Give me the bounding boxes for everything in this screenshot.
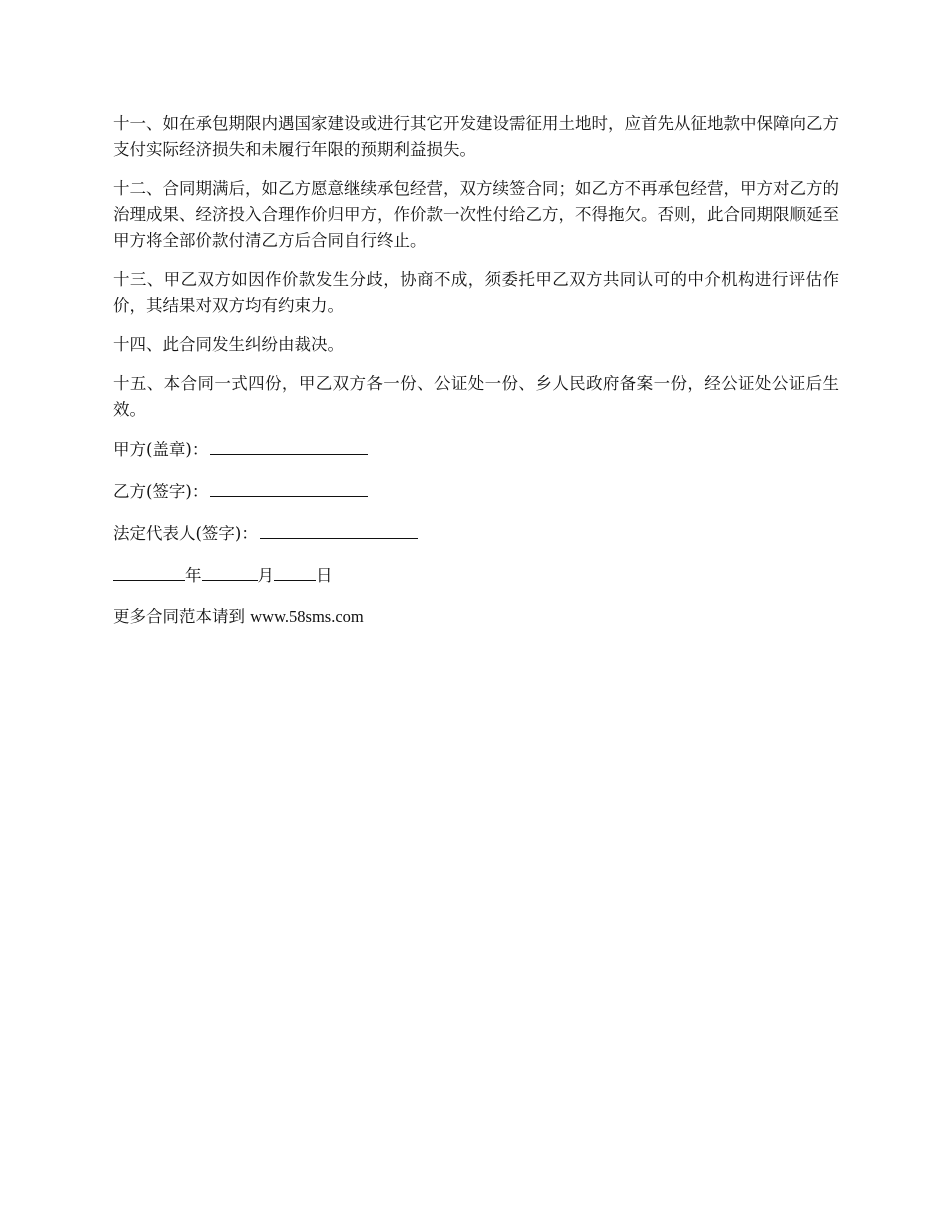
party-b-label: 乙方(签字)： <box>113 482 209 501</box>
date-line <box>113 562 839 589</box>
party-b-blank <box>210 478 368 497</box>
party-a-blank <box>210 436 368 455</box>
year-label: 年 <box>185 566 202 585</box>
clause-13: 十三、甲乙双方如因作价款发生分歧，协商不成，须委托甲乙双方共同认可的中介机构进行评估作价，其结果对双方均有约束力。 <box>113 270 839 315</box>
footer-prefix: 更多合同范本请到 <box>113 607 251 626</box>
legal-rep-blank <box>260 520 418 539</box>
month-label: 月 <box>257 566 274 585</box>
footer-note <box>113 604 839 630</box>
day-blank <box>274 562 316 581</box>
year-blank <box>113 562 185 581</box>
legal-rep-label: 法定代表人(签字)： <box>113 524 258 543</box>
clause-14: 十四、此合同发生纠纷由裁决。 <box>113 335 344 354</box>
clause-11: 十一、如在承包期限内遇国家建设或进行其它开发建设需征用土地时，应首先从征地款中保障向乙方支付实际经济损失和未履行年限的预期利益损失。 <box>113 114 839 159</box>
footer-site-link[interactable]: www.58sms.com <box>250 607 364 626</box>
clause-15: 十五、本合同一式四份，甲乙双方各一份、公证处一份、乡人民政府备案一份，经公证处公证后生效。 <box>113 374 839 419</box>
contract-body <box>113 111 839 630</box>
day-label: 日 <box>316 566 333 585</box>
clause-12: 十二、合同期满后，如乙方愿意继续承包经营，双方续签合同；如乙方不再承包经营，甲方对乙方的治理成果、经济投入合理作价归甲方，作价款一次性付给乙方，不得拖欠。否则，此合同期限顺延至甲方将全部价款付清乙方后合同自行终止。 <box>113 179 839 250</box>
legal-rep-signature <box>113 520 839 547</box>
party-a-label: 甲方(盖章)： <box>113 440 209 459</box>
party-b-signature <box>113 478 839 505</box>
party-a-signature <box>113 436 839 463</box>
month-blank <box>202 562 258 581</box>
